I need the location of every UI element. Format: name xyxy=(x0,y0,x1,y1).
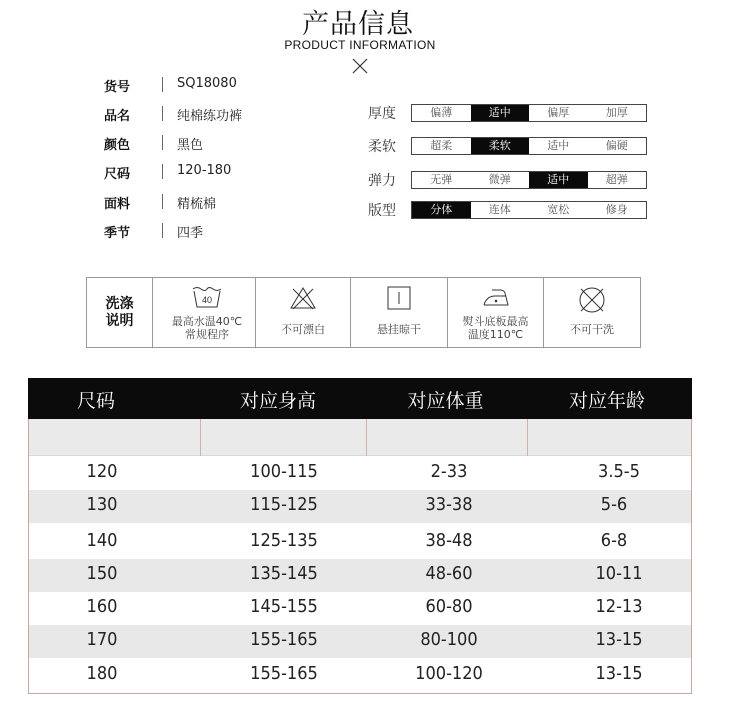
spec-row-name xyxy=(100,103,300,125)
scale-option: 微弹 xyxy=(488,173,511,186)
table-cell: 140 xyxy=(86,530,118,551)
scale-option: 连体 xyxy=(488,203,511,216)
spec-row-item-no xyxy=(100,74,300,96)
table-row xyxy=(29,559,691,592)
divider xyxy=(162,223,163,238)
wash-title-line: 说明 xyxy=(105,312,134,329)
table-cell: 13-15 xyxy=(595,629,643,650)
wash-item xyxy=(544,278,640,347)
wash-item xyxy=(256,278,351,347)
table-cell xyxy=(366,419,527,456)
spec-value: 精梳棉 xyxy=(177,197,217,212)
table-header xyxy=(28,378,692,419)
table-cell: 100-120 xyxy=(415,663,483,684)
scale-thickness xyxy=(368,103,658,123)
column-header: 对应身高 xyxy=(239,390,316,412)
table-cell: 10-11 xyxy=(595,563,643,584)
wash-text: 温度110℃ xyxy=(467,328,524,341)
wash-text: 不可漂白 xyxy=(281,323,325,336)
scale-options xyxy=(411,137,647,155)
no-bleach-icon xyxy=(288,285,318,311)
table-cell xyxy=(527,419,691,456)
divider xyxy=(162,164,163,179)
table-cell: 5-6 xyxy=(600,494,628,515)
wash-text: 不可干洗 xyxy=(570,323,614,336)
table-cell: 155-165 xyxy=(250,663,318,684)
spec-value: 120-180 xyxy=(177,163,232,178)
spec-value: 四季 xyxy=(177,226,204,241)
hang-dry-icon xyxy=(386,285,412,311)
scale-label: 柔软 xyxy=(368,139,396,155)
table-cell: 2-33 xyxy=(430,461,468,482)
scale-options xyxy=(411,171,647,189)
column-header: 尺码 xyxy=(76,390,115,412)
table-cell: 170 xyxy=(86,629,118,650)
wash-text: 熨斗底板最高 xyxy=(462,315,529,328)
spec-label: 颜色 xyxy=(104,138,131,153)
table-cell: 6-8 xyxy=(600,530,628,551)
table-body xyxy=(28,419,692,694)
scale-label: 版型 xyxy=(368,203,396,219)
table-row xyxy=(29,419,691,456)
wash-text: 悬挂晾干 xyxy=(377,323,421,336)
wash-text: 常规程序 xyxy=(185,328,229,341)
scale-option: 偏硬 xyxy=(605,139,628,152)
table-row xyxy=(29,526,691,559)
iron-110-icon xyxy=(480,285,512,309)
scale-fit xyxy=(368,200,658,220)
scale-option: 柔软 xyxy=(471,138,530,154)
wash-item xyxy=(159,278,256,347)
table-cell: 48-60 xyxy=(425,563,473,584)
table-cell: 180 xyxy=(86,663,118,684)
spec-label: 季节 xyxy=(104,226,131,241)
wash-item xyxy=(351,278,448,347)
table-cell xyxy=(200,419,366,456)
scale-option: 无弹 xyxy=(430,173,453,186)
column-header: 对应体重 xyxy=(407,390,484,412)
spec-row-size xyxy=(100,161,300,183)
scale-option: 修身 xyxy=(605,203,628,216)
table-cell: 38-48 xyxy=(425,530,473,551)
spec-value: SQ18080 xyxy=(177,76,237,91)
table-cell: 60-80 xyxy=(425,596,473,617)
table-cell: 3.5-5 xyxy=(598,461,640,482)
scale-option: 超柔 xyxy=(430,139,453,152)
spec-value: 纯棉练功裤 xyxy=(177,109,243,124)
table-cell: 13-15 xyxy=(595,663,643,684)
wash-title-line: 洗涤 xyxy=(105,295,134,312)
divider xyxy=(162,106,163,121)
page-title: 产品信息 xyxy=(302,9,414,40)
spec-label: 尺码 xyxy=(104,167,131,182)
divider xyxy=(162,194,163,209)
scale-label: 厚度 xyxy=(368,106,396,122)
table-row xyxy=(29,490,691,523)
scale-elasticity xyxy=(368,170,658,190)
spec-row-color xyxy=(100,132,300,154)
table-row xyxy=(29,625,691,658)
scale-softness xyxy=(368,136,658,156)
wash-item xyxy=(448,278,544,347)
close-icon xyxy=(350,56,370,76)
spec-label: 面料 xyxy=(104,197,131,212)
table-cell: 33-38 xyxy=(425,494,473,515)
no-dry-clean-icon xyxy=(577,285,607,315)
table-cell: 12-13 xyxy=(595,596,643,617)
wash-instructions xyxy=(86,277,641,348)
scale-option: 分体 xyxy=(412,202,471,218)
table-row xyxy=(29,659,691,692)
divider xyxy=(162,77,163,92)
table-cell: 135-145 xyxy=(250,563,318,584)
page-subtitle: PRODUCT INFORMATION xyxy=(284,38,436,52)
wash-temp-label: 40 xyxy=(201,295,213,305)
table-row xyxy=(29,592,691,625)
table-cell: 100-115 xyxy=(250,461,318,482)
scale-label: 弹力 xyxy=(368,173,396,189)
divider xyxy=(162,135,163,150)
table-cell: 120 xyxy=(86,461,118,482)
wash-title xyxy=(87,278,153,347)
table-cell: 145-155 xyxy=(250,596,318,617)
scale-options xyxy=(411,201,647,219)
wash-basin-40-icon xyxy=(191,285,223,309)
spec-row-season xyxy=(100,220,300,242)
wash-text: 最高水温40℃ xyxy=(171,315,243,328)
scale-option: 宽松 xyxy=(547,203,570,216)
scale-option: 偏薄 xyxy=(430,106,453,119)
table-cell: 160 xyxy=(86,596,118,617)
table-cell: 115-125 xyxy=(250,494,318,515)
spec-label: 货号 xyxy=(104,80,131,95)
column-header: 对应年龄 xyxy=(568,390,645,412)
table-cell: 155-165 xyxy=(250,629,318,650)
scale-option: 超弹 xyxy=(605,173,628,186)
scale-option: 加厚 xyxy=(605,106,628,119)
scale-option: 适中 xyxy=(547,139,570,152)
table-row xyxy=(29,457,691,490)
scale-options xyxy=(411,104,647,122)
table-cell: 150 xyxy=(86,563,118,584)
scale-option: 适中 xyxy=(471,105,530,121)
table-cell: 125-135 xyxy=(250,530,318,551)
spec-value: 黑色 xyxy=(177,138,204,153)
spec-label: 品名 xyxy=(104,109,131,124)
table-cell: 80-100 xyxy=(420,629,478,650)
table-cell: 130 xyxy=(86,494,118,515)
scale-option: 适中 xyxy=(529,172,588,188)
spec-row-fabric xyxy=(100,191,300,213)
scale-option: 偏厚 xyxy=(547,106,570,119)
